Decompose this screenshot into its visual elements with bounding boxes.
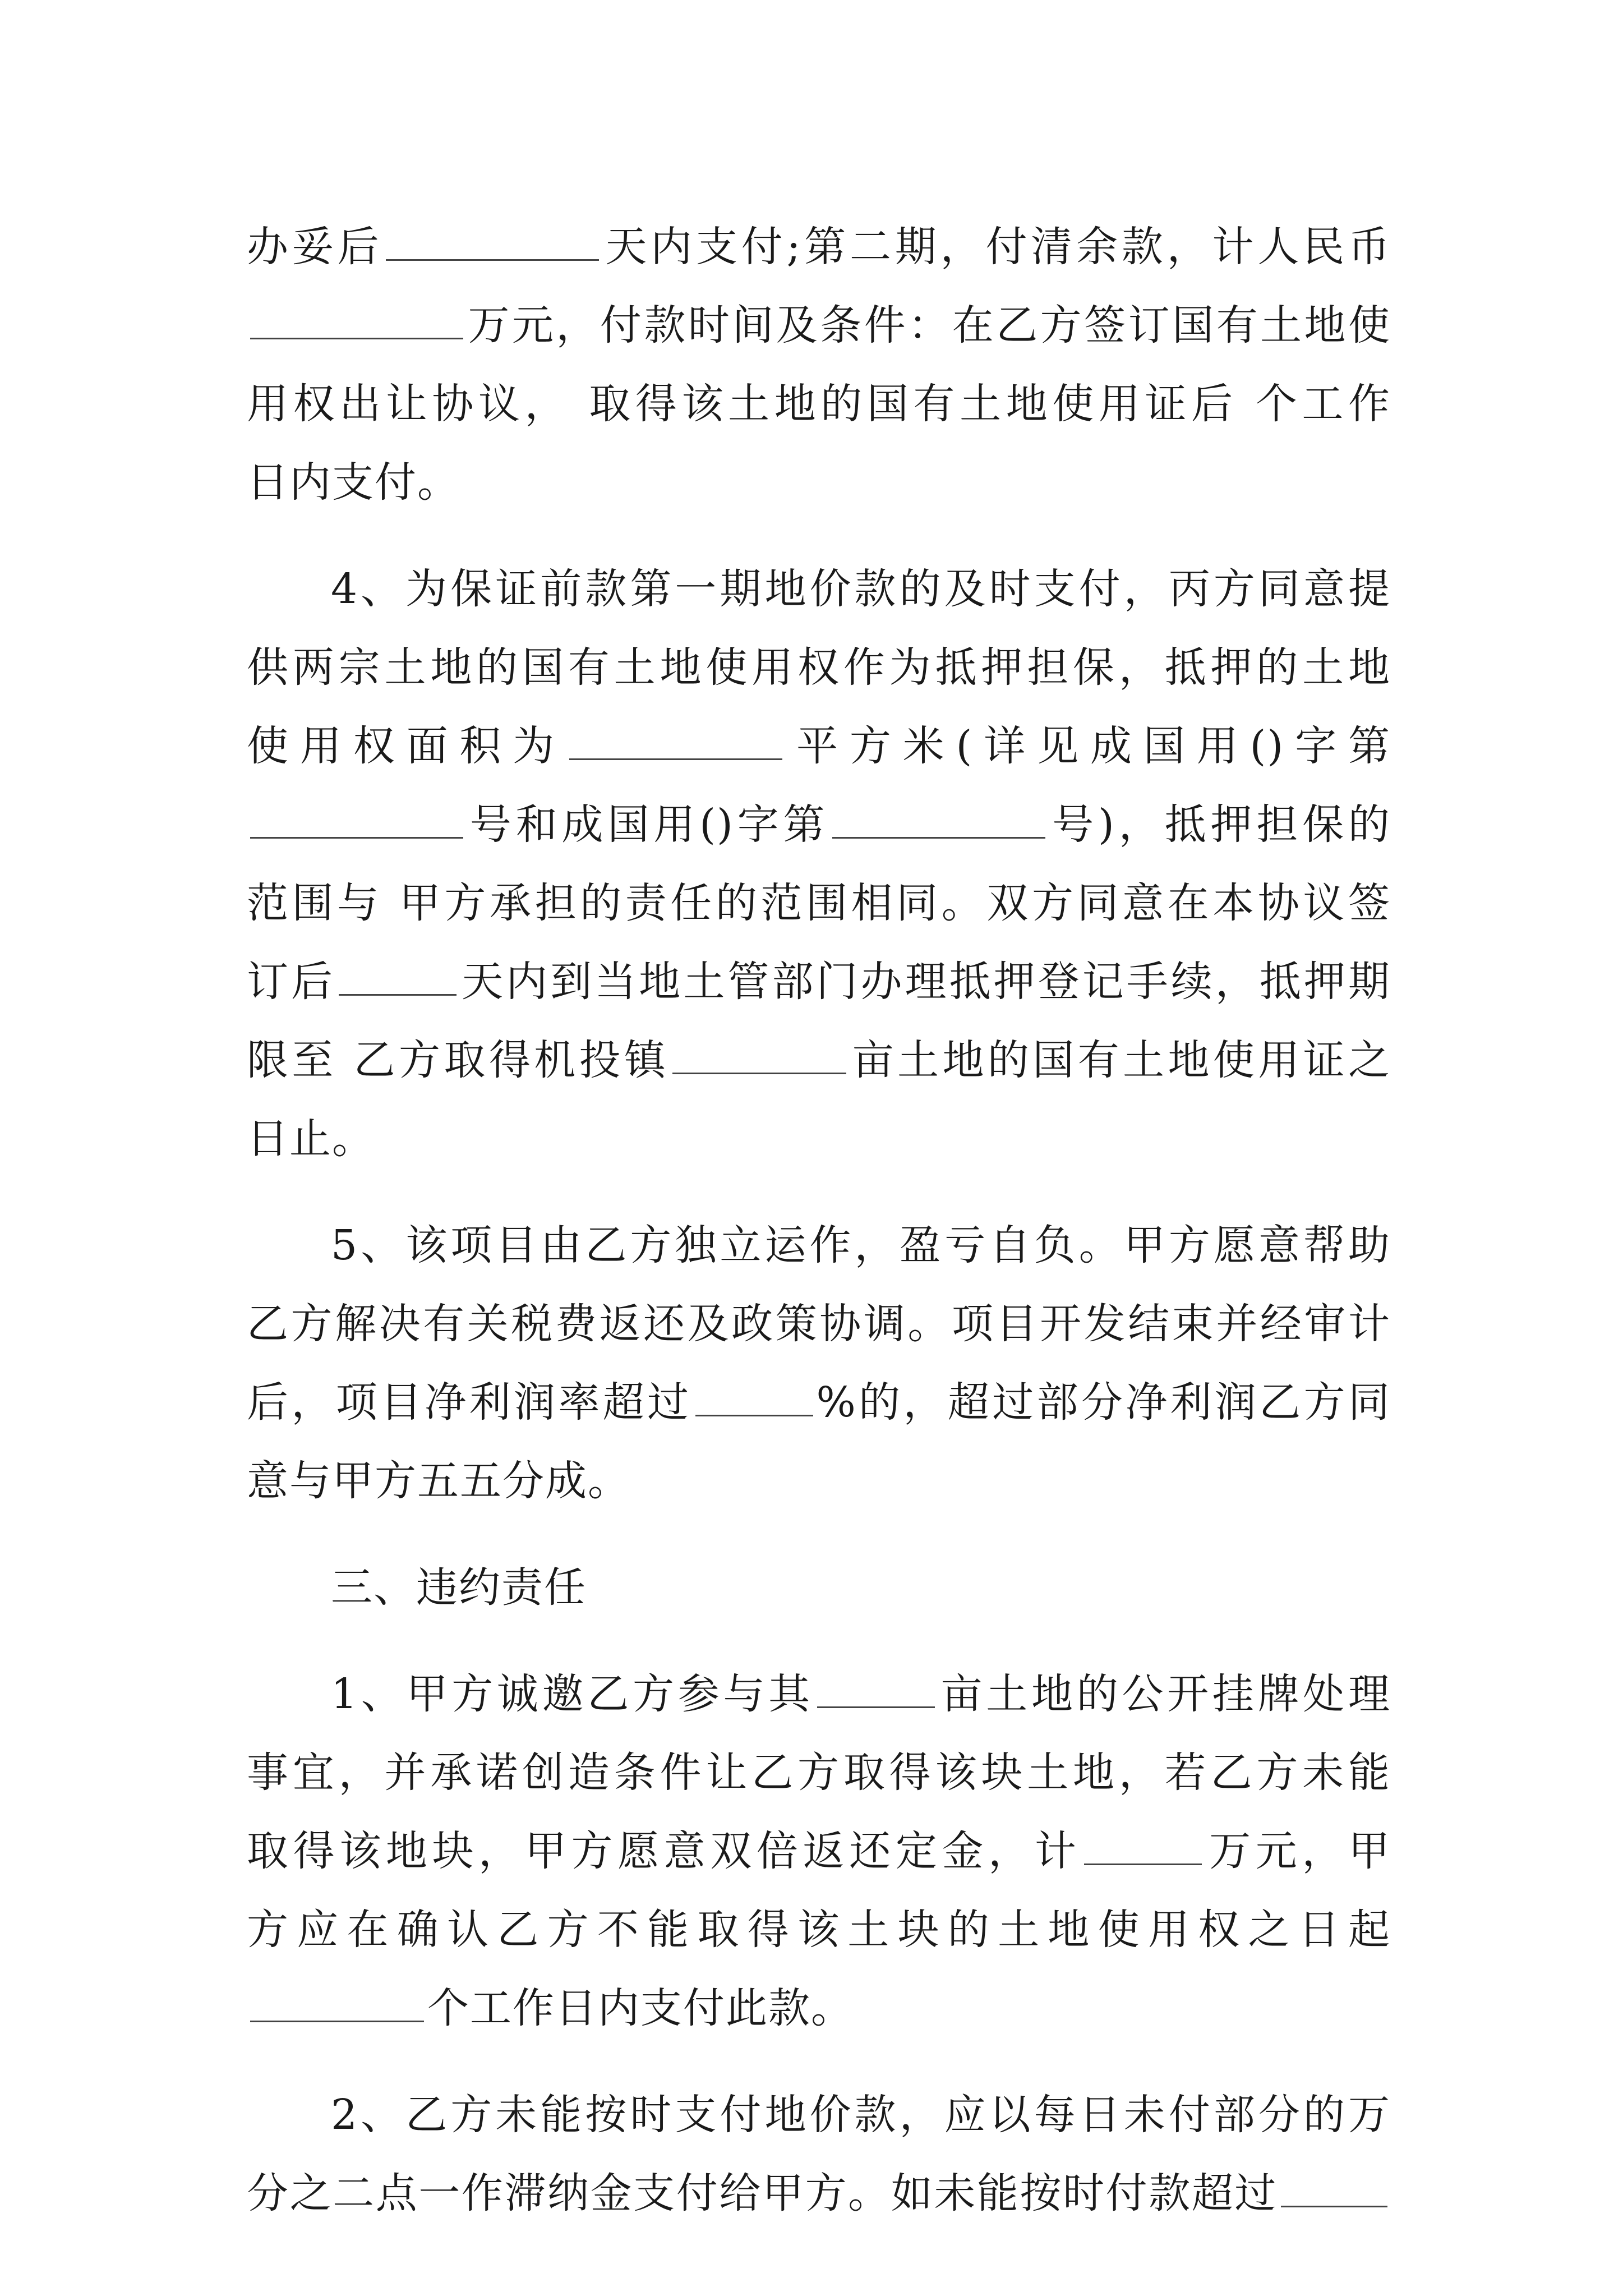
text-line: [247, 1969, 1391, 2047]
text-line: [247, 1442, 1391, 1520]
fill-blank: [1084, 1824, 1202, 1865]
fill-blank: [339, 955, 457, 996]
text-segment: 号和成国用()字第: [467, 800, 829, 849]
text-line: [247, 1285, 1391, 1363]
text-segment: 日内支付。: [247, 458, 460, 507]
text-segment: 亩土地的公开挂牌处理: [938, 1670, 1391, 1718]
text-segment: 范围与 甲方承担的责任的范围相同。双方同意在本协议签: [247, 879, 1391, 927]
text-segment: 日止。: [247, 1115, 375, 1163]
text-segment: 使用权面积为: [247, 722, 566, 770]
text-segment: 方应在确认乙方不能取得该土块的土地使用权之日起: [247, 1906, 1391, 1954]
text-segment: 意与甲方五五分成。: [247, 1457, 630, 1505]
fill-blank: [672, 1033, 846, 1074]
text-line: [247, 942, 1391, 1021]
text-segment: 亩土地的国有土地使用证之: [850, 1036, 1391, 1084]
text-line: [247, 208, 1391, 286]
text-segment: 用权出让协议， 取得该土地的国有土地使用证后 个工作: [247, 380, 1391, 428]
text-line: [247, 1099, 1391, 1178]
fill-blank: [386, 220, 599, 261]
fill-blank: [695, 1375, 813, 1416]
text-segment: 天内到当地土管部门办理抵押登记手续，抵押期: [460, 958, 1391, 1006]
fill-blank: [817, 1667, 935, 1708]
text-line: [247, 443, 1391, 522]
text-segment: 万元，付款时间及条件：在乙方签订国有土地使: [467, 301, 1391, 349]
text-segment: 2、乙方未能按时支付地价款，应以每日未付部分的万: [331, 2091, 1391, 2139]
text-segment: 1、甲方诚邀乙方参与其: [331, 1670, 814, 1718]
text-segment: 个工作日内支付此款。: [427, 1984, 854, 2032]
text-segment: 订后: [247, 958, 336, 1006]
paragraph-first-line: [247, 550, 1391, 628]
text-segment: 4、为保证前款第一期地价款的及时支付，丙方同意提: [331, 565, 1391, 613]
paragraph-first-line: [247, 1655, 1391, 1733]
text-segment: 分之二点一作滞纳金支付给甲方。如未能按时付款超过: [247, 2169, 1278, 2217]
text-line: [247, 365, 1391, 443]
text-segment: 平方米(详见成国用()字第: [786, 722, 1391, 770]
text-segment: 限至 乙方取得机投镇: [247, 1036, 670, 1084]
text-segment: %的，超过部分净利润乙方同: [816, 1378, 1391, 1427]
text-line: [247, 1733, 1391, 1812]
text-line: [247, 1890, 1391, 1969]
fill-blank: [569, 719, 782, 760]
text-line: [247, 785, 1391, 864]
text-segment: 5、该项目由乙方独立运作，盈亏自负。甲方愿意帮助: [331, 1221, 1391, 1269]
text-segment: 三、违约责任: [331, 1563, 587, 1612]
fill-blank: [250, 798, 463, 839]
text-segment: 事宜，并承诺创造条件让乙方取得该块土地，若乙方未能: [247, 1749, 1391, 1797]
text-segment: 办妥后: [247, 223, 383, 271]
fill-blank: [250, 298, 463, 339]
fill-blank: [832, 798, 1045, 839]
text-line: [247, 1021, 1391, 1099]
paragraph-first-line: [247, 2076, 1391, 2154]
section-heading: [247, 1548, 1391, 1627]
text-segment: 天内支付;第二期，付清余款，计人民币: [602, 223, 1391, 271]
paragraph-first-line: [247, 1206, 1391, 1285]
text-line: [247, 628, 1391, 707]
text-segment: 取得该地块，甲方愿意双倍返还定金，计: [247, 1827, 1081, 1875]
document-body: [247, 208, 1391, 2233]
fill-blank: [250, 1981, 424, 2022]
text-segment: 乙方解决有关税费返还及政策协调。项目开发结束并经审计: [247, 1300, 1391, 1348]
fill-blank: [1281, 2166, 1387, 2207]
text-line: [247, 707, 1391, 785]
text-line: [247, 286, 1391, 365]
text-segment: 供两宗土地的国有土地使用权作为抵押担保，抵押的土地: [247, 643, 1391, 692]
text-line: [247, 1812, 1391, 1890]
text-line: [247, 1363, 1391, 1442]
text-line: [247, 864, 1391, 942]
text-segment: 后，项目净利润率超过: [247, 1378, 692, 1427]
text-line: [247, 2154, 1391, 2233]
text-segment: 万元，甲: [1205, 1827, 1391, 1875]
text-segment: 号)，抵押担保的: [1049, 800, 1391, 849]
